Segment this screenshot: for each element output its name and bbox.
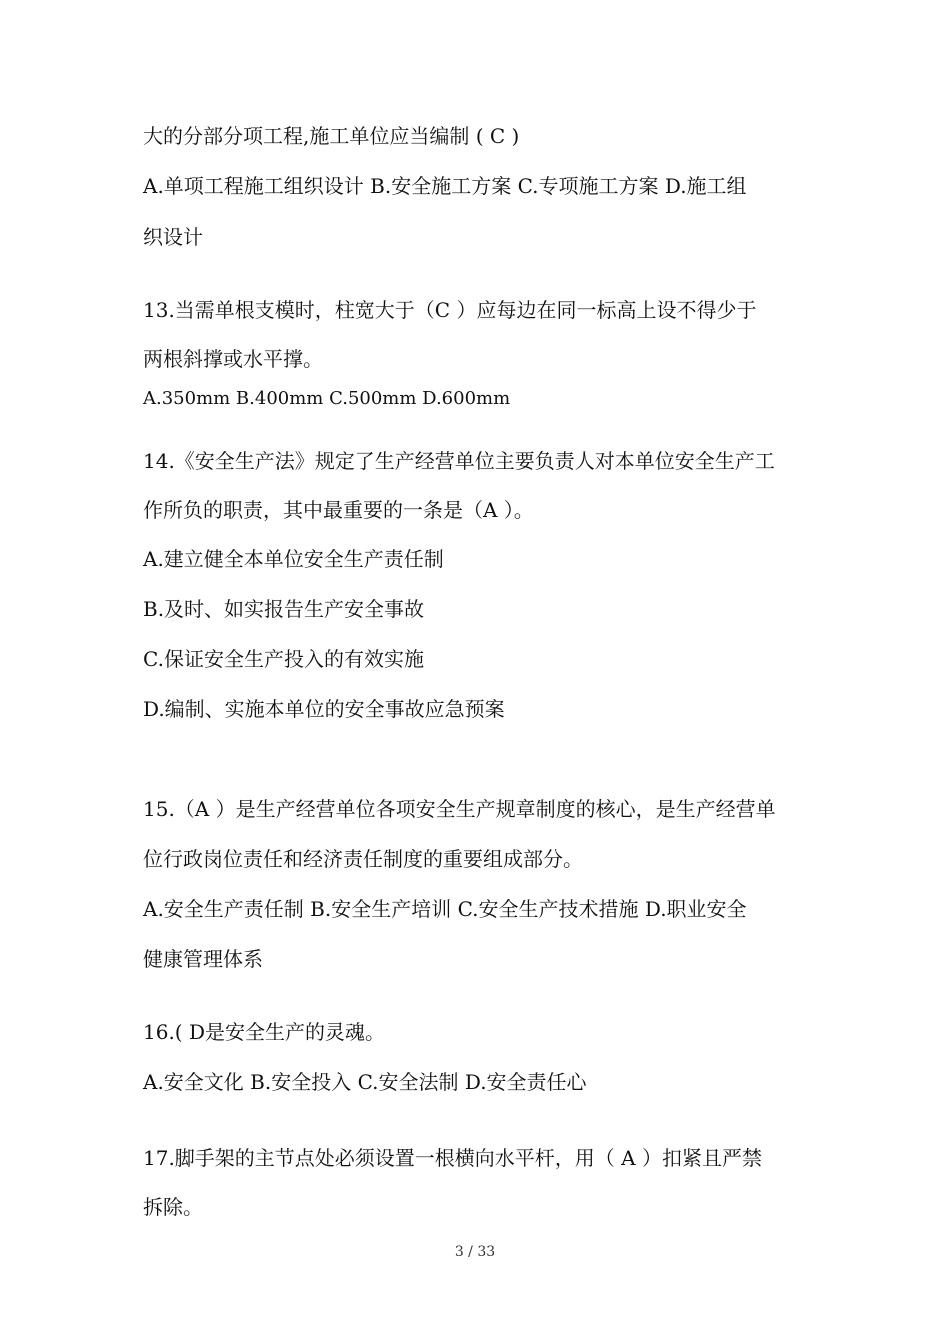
question-17: 17.脚手架的主节点处必须设置一根横向水平杆，用（ A ）扣紧且严禁 xyxy=(143,1146,762,1170)
option-c-14: C.保证安全生产投入的有效实施 xyxy=(143,647,424,671)
text-line: 两根斜撑或水平撑。 xyxy=(143,347,323,371)
question-16: 16.( D是安全生产的灵魂。 xyxy=(143,1020,386,1044)
text-line: 作所负的职责，其中最重要的一条是（A ）。 xyxy=(143,498,534,522)
question-15: 15.（A ）是生产经营单位各项安全生产规章制度的核心，是生产经营单 xyxy=(143,797,776,821)
text-line: A.单项工程施工组织设计 B.安全施工方案 C.专项施工方案 D.施工组 xyxy=(143,174,747,198)
options-13: A.350mm B.400mm C.500mm D.600mm xyxy=(143,388,511,409)
text-line: 健康管理体系 xyxy=(143,947,263,971)
text-line: 拆除。 xyxy=(143,1195,203,1219)
options-15: A.安全生产责任制 B.安全生产培训 C.安全生产技术措施 D.职业安全 xyxy=(143,897,747,921)
option-b-14: B.及时、如实报告生产安全事故 xyxy=(143,597,425,621)
question-13: 13.当需单根支模时，柱宽大于（C ）应每边在同一标高上设不得少于 xyxy=(143,298,757,322)
option-d-14: D.编制、实施本单位的安全事故应急预案 xyxy=(143,697,505,721)
option-a-14: A.建立健全本单位安全生产责任制 xyxy=(143,547,444,571)
text-line: 大的分部分项工程,施工单位应当编制 ( C ) xyxy=(143,124,520,148)
text-line: 位行政岗位责任和经济责任制度的重要组成部分。 xyxy=(143,847,583,871)
question-14: 14.《安全生产法》规定了生产经营单位主要负责人对本单位安全生产工 xyxy=(143,449,775,473)
text-line: 织设计 xyxy=(143,225,203,249)
page-number: 3 / 33 xyxy=(454,1244,496,1260)
options-16: A.安全文化 B.安全投入 C.安全法制 D.安全责任心 xyxy=(143,1070,587,1094)
